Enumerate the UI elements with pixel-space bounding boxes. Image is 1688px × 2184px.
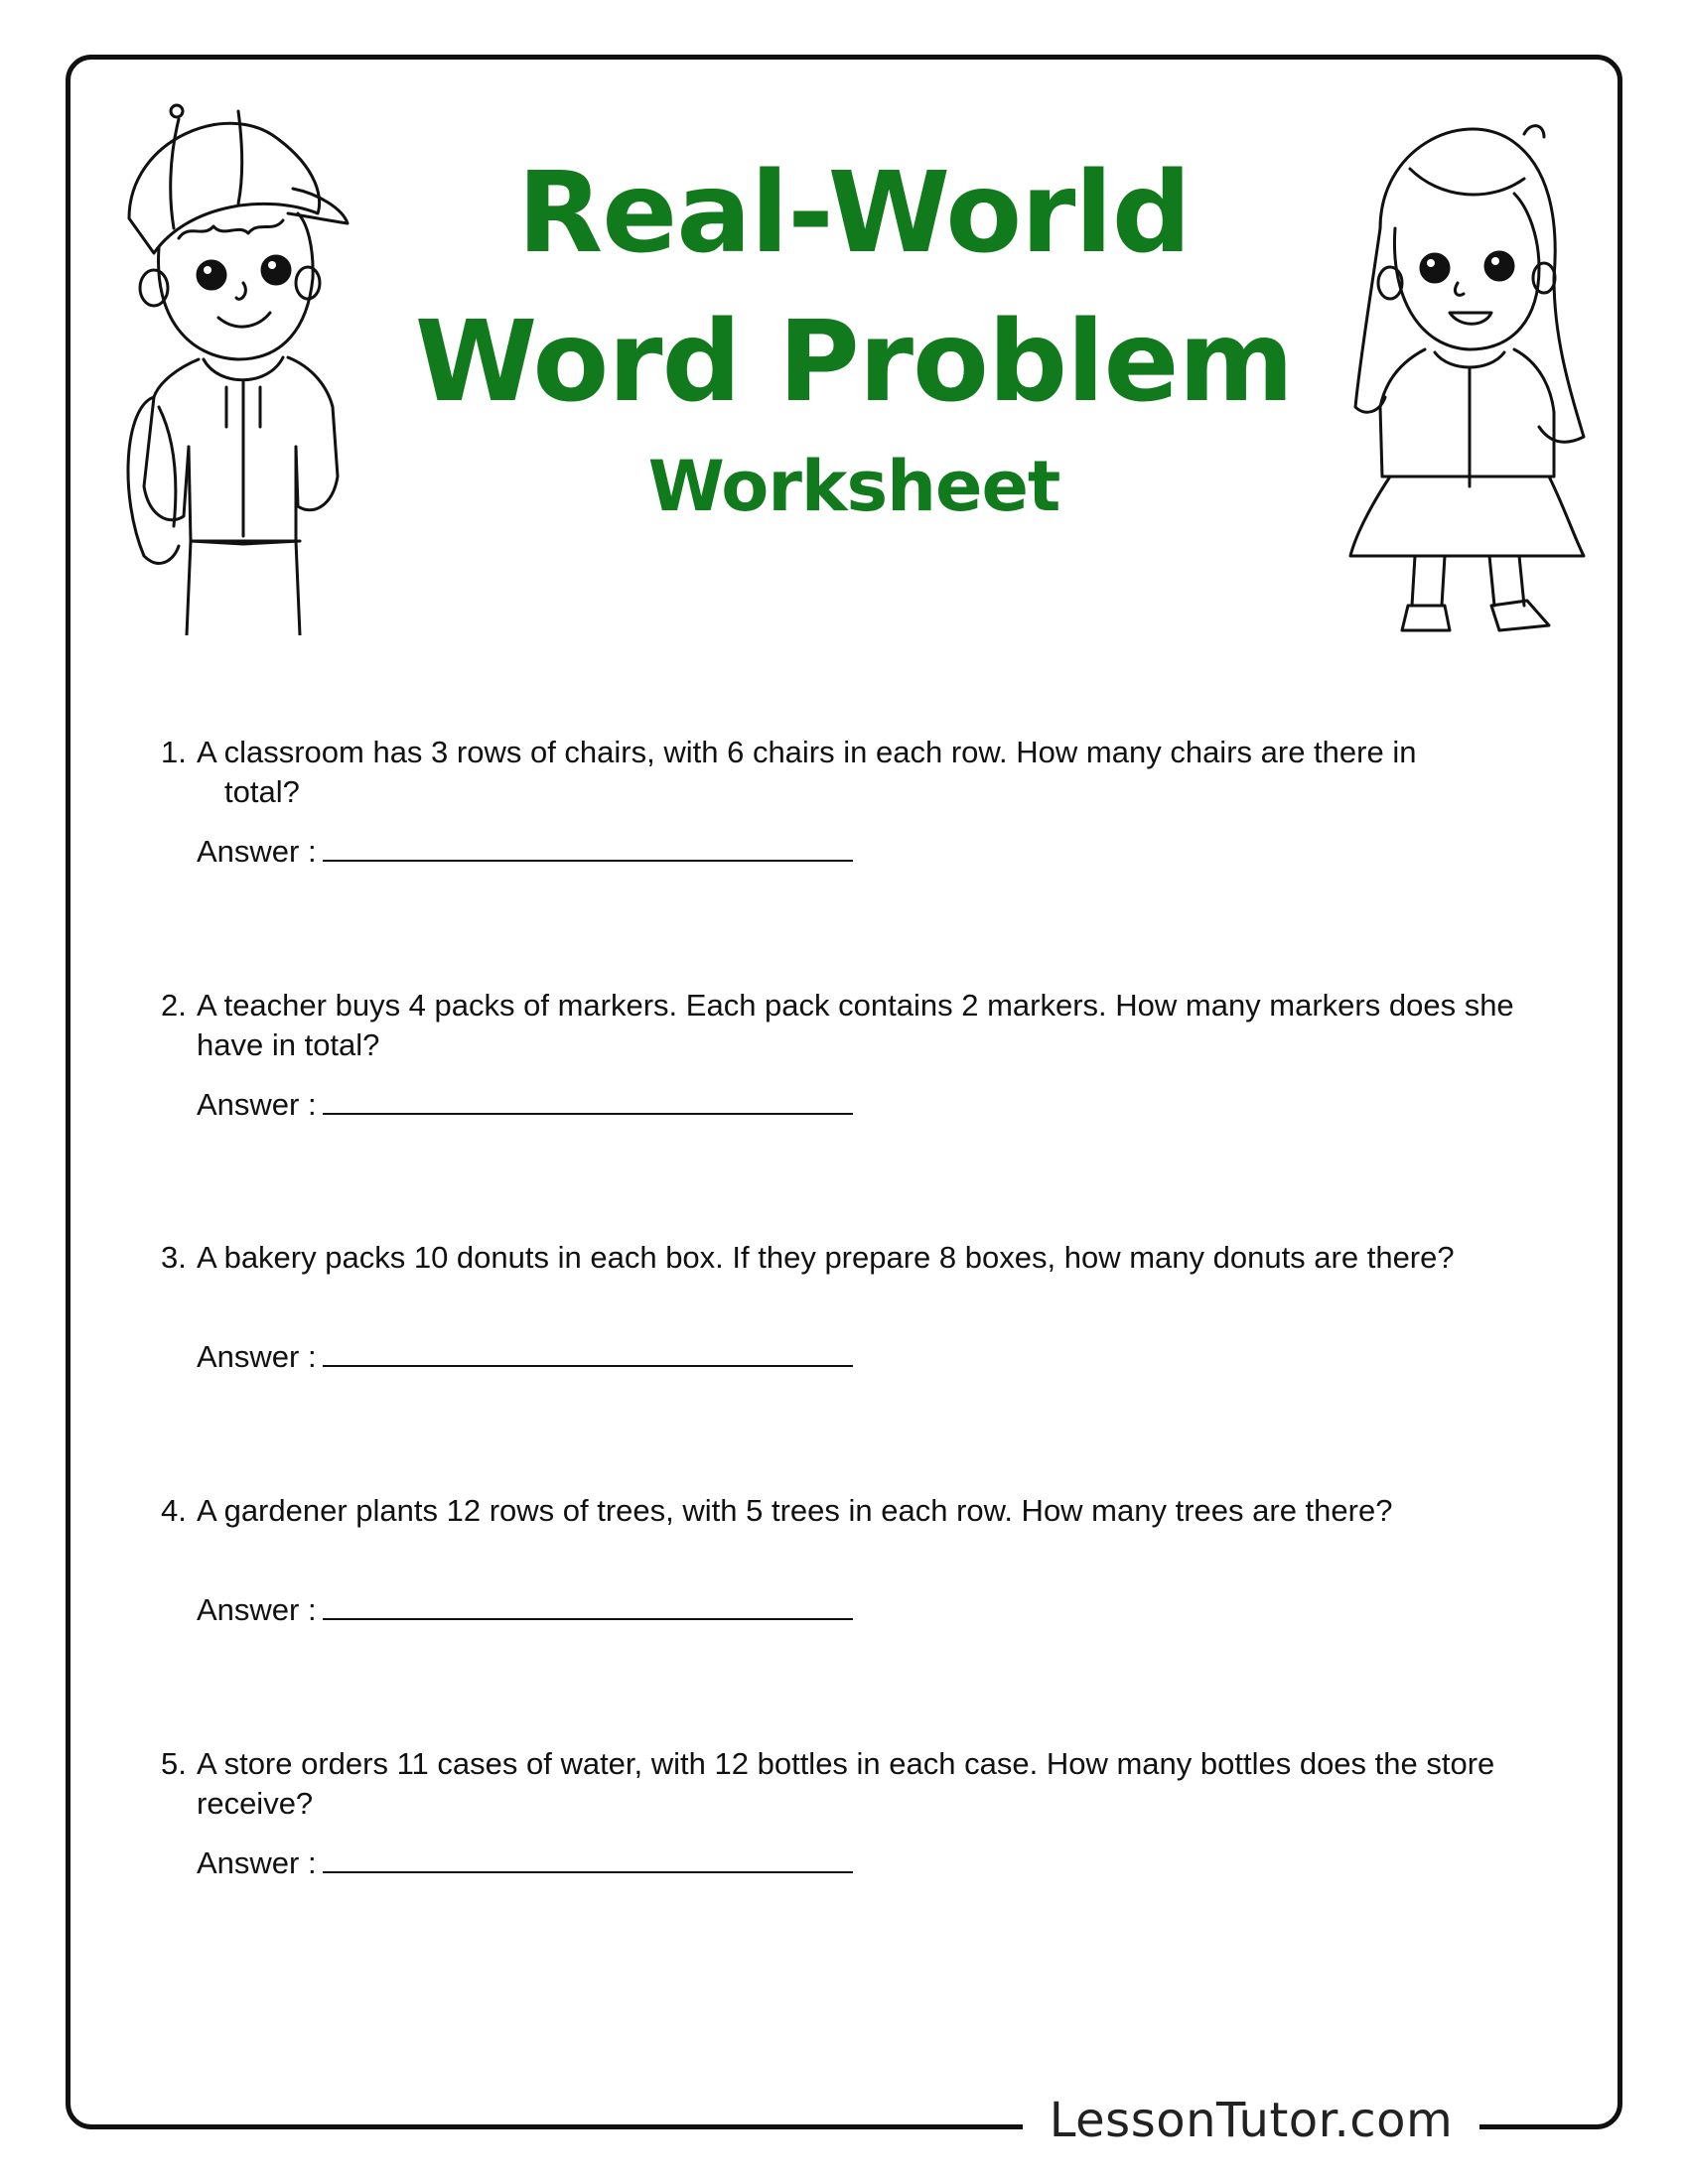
title-line-3: Worksheet <box>647 446 1060 527</box>
answer-blank[interactable] <box>323 1339 853 1367</box>
footer-brand: LessonTutor.com <box>1049 2093 1454 2148</box>
question-number: 3. <box>161 1240 187 1275</box>
answer-row-1 <box>197 832 853 872</box>
answer-label: Answer : <box>197 1339 317 1374</box>
question-number: 2. <box>161 988 187 1023</box>
question-5 <box>161 1744 1551 1824</box>
question-4 <box>161 1491 1551 1531</box>
answer-blank[interactable] <box>323 1592 853 1620</box>
question-number: 4. <box>161 1493 187 1528</box>
girl-illustration <box>1340 109 1589 635</box>
question-2 <box>161 986 1551 1065</box>
question-3 <box>161 1238 1551 1278</box>
question-text: A classroom has 3 rows of chairs, with 6 chairs in each row. How many chairs are there in <box>197 735 1417 769</box>
title-line-2: Word Problem <box>414 298 1294 427</box>
answer-label: Answer : <box>197 834 317 869</box>
answer-blank[interactable] <box>323 834 853 862</box>
answer-blank[interactable] <box>323 1087 853 1115</box>
question-text: A gardener plants 12 rows of trees, with 5 trees in each row. How many trees are there? <box>197 1493 1393 1528</box>
answer-label: Answer : <box>197 1592 317 1627</box>
answer-label: Answer : <box>197 1845 317 1880</box>
answer-row-3 <box>197 1337 853 1377</box>
title-line-1: Real-World <box>517 149 1191 278</box>
question-text-cont: receive? <box>197 1786 314 1821</box>
question-text: A teacher buys 4 packs of markers. Each pack contains 2 markers. How many markers does she <box>197 988 1514 1023</box>
answer-blank[interactable] <box>323 1845 853 1873</box>
answer-row-4 <box>197 1590 853 1630</box>
question-number: 1. <box>161 735 187 769</box>
question-text: A bakery packs 10 donuts in each box. If they prepare 8 boxes, how many donuts are there? <box>197 1240 1455 1275</box>
boy-illustration <box>119 99 367 635</box>
answer-row-2 <box>197 1085 853 1125</box>
question-1 <box>161 733 1551 812</box>
question-text: A store orders 11 cases of water, with 12 bottles in each case. How many bottles does the store <box>197 1746 1495 1781</box>
question-text-cont: have in total? <box>197 1027 380 1062</box>
answer-row-5 <box>197 1843 853 1883</box>
question-number: 5. <box>161 1746 187 1781</box>
worksheet-title <box>377 139 1331 536</box>
question-text-cont: total? <box>224 774 300 809</box>
answer-label: Answer : <box>197 1087 317 1122</box>
